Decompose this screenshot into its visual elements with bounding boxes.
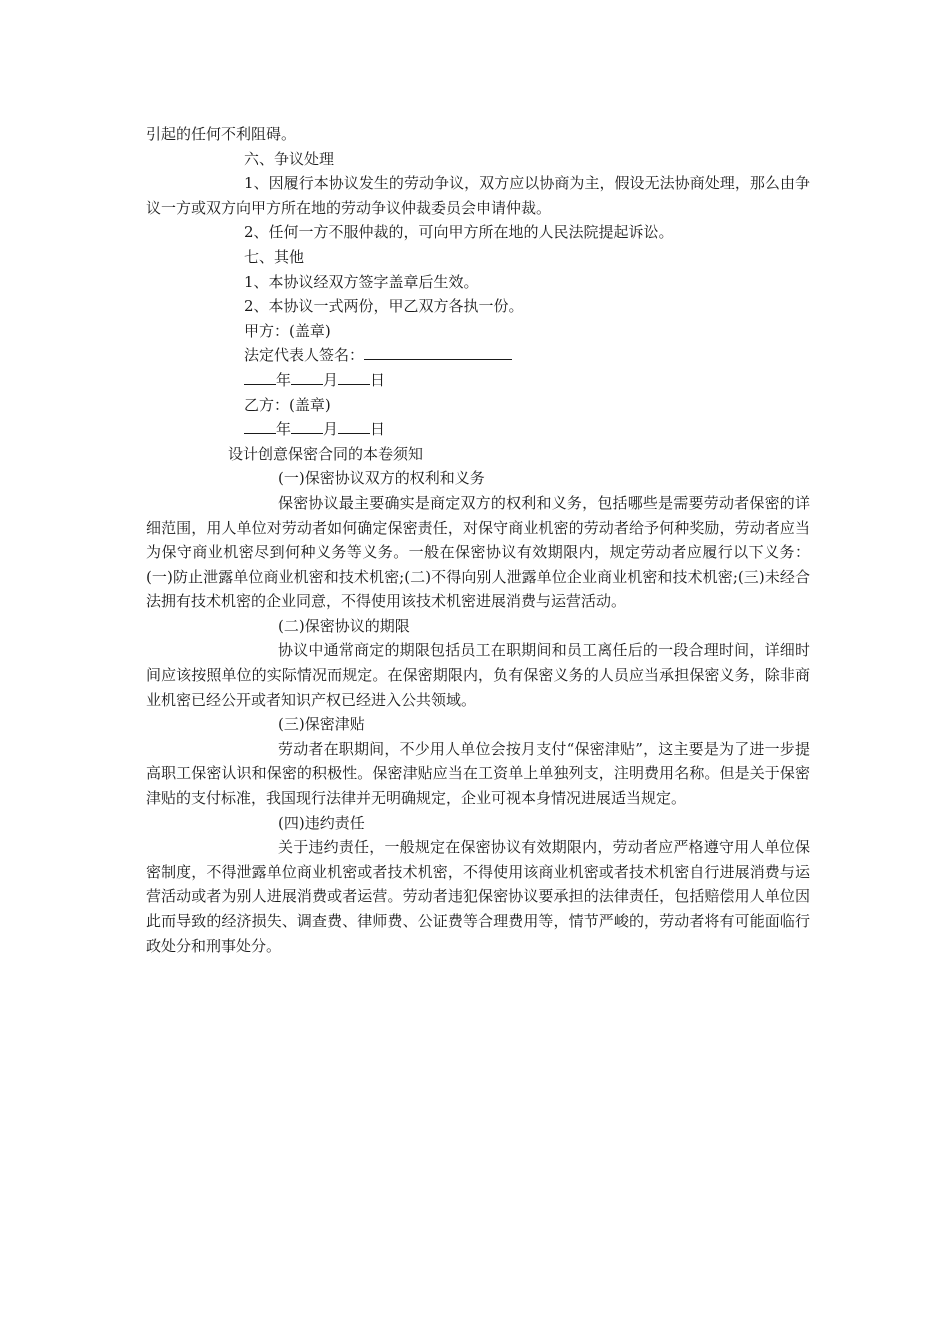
continuation-text: 引起的任何不利阻碍。 xyxy=(146,125,297,143)
party-b-date xyxy=(146,417,810,442)
day-label: 日 xyxy=(370,420,386,439)
section-7-heading: 七、其他 xyxy=(244,247,305,266)
section-7-item-1: 1、本协议经双方签字盖章后生效。 xyxy=(244,272,479,291)
notice-s3-heading: (三)保密津贴 xyxy=(278,715,365,734)
legal-rep-label: 法定代表人签名： xyxy=(244,346,365,365)
party-b-seal: 乙方：(盖章) xyxy=(244,395,331,414)
notice-s2-body: 协议中通常商定的期限包括员工在职期间和员工离任后的一段合理时间，详细时间应该按照单位的实际情况而规定。在保密期限内，负有保密义务的人员应当承担保密义务，除非商业机密已经公开或者知识产权已经进入公共领域。 xyxy=(146,641,810,709)
year-blank xyxy=(244,417,276,434)
notice-s2-heading: (二)保密协议的期限 xyxy=(278,616,410,635)
document-page xyxy=(146,122,810,958)
section-6-heading: 六、争议处理 xyxy=(244,149,335,168)
signature-blank xyxy=(364,343,512,360)
month-label: 月 xyxy=(323,420,339,439)
section-6-item-1: 1、因履行本协议发生的劳动争议，双方应以协商为主，假设无法协商处理，那么由争议一方或双方向甲方所在地的劳动争议仲裁委员会申请仲裁。 xyxy=(146,174,810,217)
notice-s4-body: 关于违约责任，一般规定在保密协议有效期限内，劳动者应严格遵守用人单位保密制度，不得泄露单位商业机密或者技术机密，不得使用该商业机密或者技术机密自行进展消费与运营活动或者为别人进展消费或者运营。劳动者违犯保密协议要承担的法律责任，包括赔偿用人单位因此而导致的经济损失、调查费、律师费、公证费等合理费用等，情节严峻的，劳动者将有可能面临行政处分和刑事处分。 xyxy=(146,838,810,955)
section-7-item-2: 2、本协议一式两份，甲乙双方各执一份。 xyxy=(244,297,524,316)
party-a-date xyxy=(146,368,810,393)
month-blank xyxy=(291,368,323,385)
day-blank xyxy=(338,417,370,434)
day-label: 日 xyxy=(370,370,386,389)
notice-s3-body: 劳动者在职期间，不少用人单位会按月支付“保密津贴”，这主要是为了进一步提高职工保密认识和保密的积极性。保密津贴应当在工资单上单独列支，注明费用名称。但是关于保密津贴的支付标准，我国现行法律并无明确规定，企业可视本身情况进展适当规定。 xyxy=(146,739,810,808)
day-blank xyxy=(338,368,370,385)
party-a-seal: 甲方：(盖章) xyxy=(244,321,331,340)
month-blank xyxy=(291,417,323,434)
section-6-item-2: 2、任何一方不服仲裁的，可向甲方所在地的人民法院提起诉讼。 xyxy=(244,223,674,242)
notice-title: 设计创意保密合同的本卷须知 xyxy=(228,444,424,463)
notice-s1-body: 保密协议最主要确实是商定双方的权利和义务，包括哪些是需要劳动者保密的详细范围，用人单位对劳动者如何确定保密责任，对保守商业机密的劳动者给予何种奖励，劳动者应当为保守商业机密尽到何种义务等义务。一般在保密协议有效期限内，规定劳动者应履行以下义务：(一)防止泄露单位商业机密和技术机密;(二)不得向别人泄露单位企业商业机密和技术机密;(三)未经合法拥有技术机密的企业同意，不得使用该技术机密进展消费与运营活动。 xyxy=(146,493,810,611)
notice-s4-heading: (四)违约责任 xyxy=(278,813,365,832)
month-label: 月 xyxy=(323,370,339,389)
year-label: 年 xyxy=(276,420,292,439)
year-label: 年 xyxy=(276,370,292,389)
year-blank xyxy=(244,368,276,385)
legal-rep-signature-line xyxy=(146,343,810,368)
notice-s1-heading: (一)保密协议双方的权利和义务 xyxy=(278,469,485,488)
